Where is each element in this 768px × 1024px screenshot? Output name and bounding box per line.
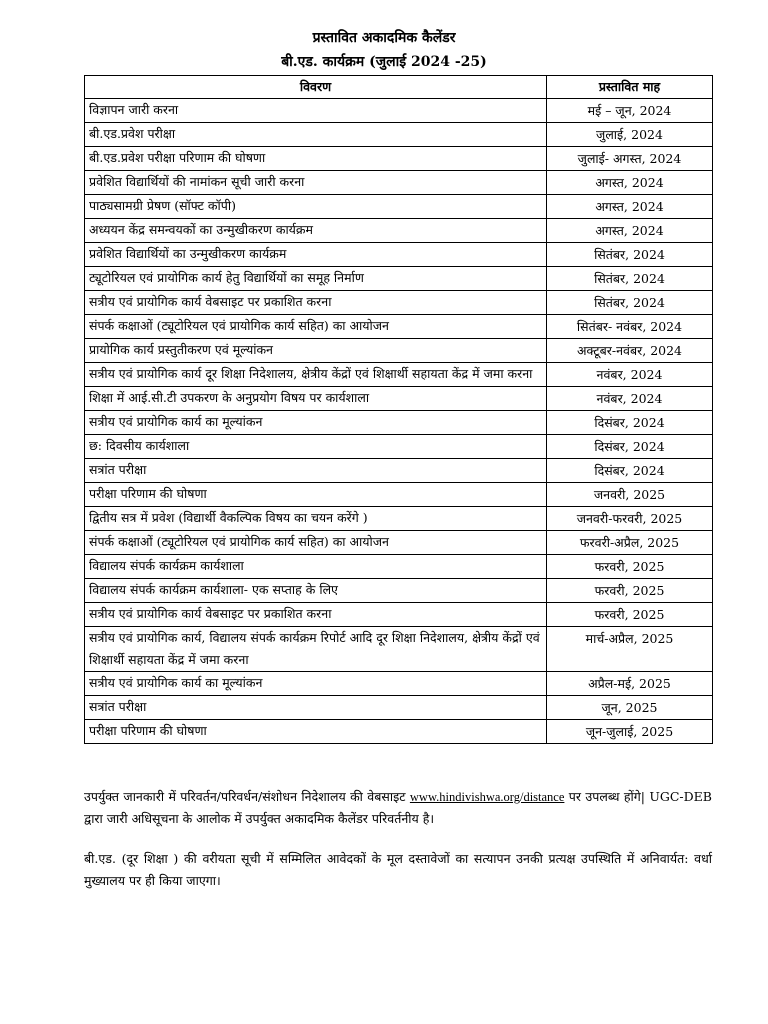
row-month: दिसंबर, 2024 xyxy=(547,459,713,483)
note-changes-text-2: पर उपलब्ध होंगे| UGC-DEB द्वारा जारी अधिसूचना के आलोक में उपर्युक्त अकादमिक कैलेंडर परिवर्तनीय है। xyxy=(84,789,712,826)
row-description: प्रायोगिक कार्य प्रस्तुतीकरण एवं मूल्यांकन xyxy=(85,339,547,363)
table-row xyxy=(85,459,713,483)
row-description: बी.एड.प्रवेश परीक्षा xyxy=(85,123,547,147)
table-row xyxy=(85,627,713,672)
row-description: संपर्क कक्षाओं (ट्यूटोरियल एवं प्रायोगिक कार्य सहित) का आयोजन xyxy=(85,315,547,339)
table-row xyxy=(85,315,713,339)
row-month: नवंबर, 2024 xyxy=(547,387,713,411)
table-header-row xyxy=(85,76,713,99)
row-month: दिसंबर, 2024 xyxy=(547,435,713,459)
table-row xyxy=(85,603,713,627)
row-description: परीक्षा परिणाम की घोषणा xyxy=(85,720,547,744)
table-row xyxy=(85,171,713,195)
row-month: सितंबर- नवंबर, 2024 xyxy=(547,315,713,339)
row-description: प्रवेशित विद्यार्थियों का उन्मुखीकरण कार्यक्रम xyxy=(85,243,547,267)
row-month: सितंबर, 2024 xyxy=(547,267,713,291)
table-row xyxy=(85,411,713,435)
row-month: जुलाई- अगस्त, 2024 xyxy=(547,147,713,171)
row-month: फरवरी-अप्रैल, 2025 xyxy=(547,531,713,555)
table-row xyxy=(85,219,713,243)
row-month: जनवरी-फरवरी, 2025 xyxy=(547,507,713,531)
row-month: अगस्त, 2024 xyxy=(547,195,713,219)
row-month: अगस्त, 2024 xyxy=(547,219,713,243)
table-row xyxy=(85,483,713,507)
row-description: बी.एड.प्रवेश परीक्षा परिणाम की घोषणा xyxy=(85,147,547,171)
row-month: अक्टूबर-नवंबर, 2024 xyxy=(547,339,713,363)
document-title: प्रस्तावित अकादमिक कैलेंडर xyxy=(312,30,456,46)
row-month: सितंबर, 2024 xyxy=(547,243,713,267)
table-row xyxy=(85,555,713,579)
row-description: सत्रांत परीक्षा xyxy=(85,696,547,720)
row-description: परीक्षा परिणाम की घोषणा xyxy=(85,483,547,507)
row-description: सत्रीय एवं प्रायोगिक कार्य का मूल्यांकन xyxy=(85,672,547,696)
row-description: सत्रीय एवं प्रायोगिक कार्य का मूल्यांकन xyxy=(85,411,547,435)
row-month: अप्रैल-मई, 2025 xyxy=(547,672,713,696)
table-row xyxy=(85,435,713,459)
note-changes-text-1: उपर्युक्त जानकारी में परिवर्तन/परिवर्धन/संशोधन निदेशालय की वेबसाइट xyxy=(84,789,410,804)
table-row xyxy=(85,291,713,315)
row-description: सत्रीय एवं प्रायोगिक कार्य वेबसाइट पर प्रकाशित करना xyxy=(85,291,547,315)
row-description: शिक्षा में आई.सी.टी उपकरण के अनुप्रयोग विषय पर कार्यशाला xyxy=(85,387,547,411)
row-month: दिसंबर, 2024 xyxy=(547,411,713,435)
table-row xyxy=(85,147,713,171)
calendar-table xyxy=(84,75,713,744)
row-description: छ: दिवसीय कार्यशाला xyxy=(85,435,547,459)
table-row xyxy=(85,99,713,123)
row-month: जनवरी, 2025 xyxy=(547,483,713,507)
row-month: फरवरी, 2025 xyxy=(547,555,713,579)
row-month: जून, 2025 xyxy=(547,696,713,720)
document-subtitle: बी.एड. कार्यक्रम (जुलाई 2024 -25) xyxy=(281,54,487,70)
table-row xyxy=(85,243,713,267)
note-verification: बी.एड. (दूर शिक्षा ) की वरीयता सूची में सम्मिलित आवेदकों के मूल दस्तावेजों का सत्यापन उनकी प्रत्यक्ष उपस्थिति में अनिवार्यत: वर्धा मुख्यालय पर ही किया जाएगा। xyxy=(84,851,712,888)
row-description: सत्रीय एवं प्रायोगिक कार्य, विद्यालय संपर्क कार्यक्रम रिपोर्ट आदि दूर शिक्षा निदेशालय, क्षेत्रीय केंद्रों एवं शिक्षार्थी सहायता केंद्र में जमा करना xyxy=(85,627,547,672)
website-link[interactable]: www.hindivishwa.org/distance xyxy=(409,790,565,804)
row-month: मार्च-अप्रैल, 2025 xyxy=(547,627,713,672)
table-row xyxy=(85,672,713,696)
row-description: द्वितीय सत्र में प्रवेश (विद्यार्थी वैकल्पिक विषय का चयन करेंगे ) xyxy=(85,507,547,531)
row-description: ट्यूटोरियल एवं प्रायोगिक कार्य हेतु विद्यार्थियों का समूह निर्माण xyxy=(85,267,547,291)
row-description: सत्रीय एवं प्रायोगिक कार्य दूर शिक्षा निदेशालय, क्षेत्रीय केंद्रों एवं शिक्षार्थी सहायता केंद्र में जमा करना xyxy=(85,363,547,387)
row-description: विद्यालय संपर्क कार्यक्रम कार्यशाला xyxy=(85,555,547,579)
table-body xyxy=(85,99,713,744)
header-month: प्रस्तावित माह xyxy=(547,76,713,99)
row-month: जून-जुलाई, 2025 xyxy=(547,720,713,744)
row-description: पाठ्यसामग्री प्रेषण (सॉफ्ट कॉपी) xyxy=(85,195,547,219)
table-row xyxy=(85,387,713,411)
row-description: सत्रांत परीक्षा xyxy=(85,459,547,483)
note-changes xyxy=(84,786,712,830)
row-month: नवंबर, 2024 xyxy=(547,363,713,387)
table-row xyxy=(85,507,713,531)
table-row xyxy=(85,339,713,363)
row-description: प्रवेशित विद्यार्थियों की नामांकन सूची जारी करना xyxy=(85,171,547,195)
table-row xyxy=(85,123,713,147)
table-row xyxy=(85,267,713,291)
table-row xyxy=(85,720,713,744)
row-month: जुलाई, 2024 xyxy=(547,123,713,147)
table-row xyxy=(85,579,713,603)
row-description: सत्रीय एवं प्रायोगिक कार्य वेबसाइट पर प्रकाशित करना xyxy=(85,603,547,627)
table-row xyxy=(85,531,713,555)
row-month: फरवरी, 2025 xyxy=(547,603,713,627)
row-description: विद्यालय संपर्क कार्यक्रम कार्यशाला- एक सप्ताह के लिए xyxy=(85,579,547,603)
header-description: विवरण xyxy=(85,76,547,99)
row-description: विज्ञापन जारी करना xyxy=(85,99,547,123)
table-row xyxy=(85,696,713,720)
row-description: संपर्क कक्षाओं (ट्यूटोरियल एवं प्रायोगिक कार्य सहित) का आयोजन xyxy=(85,531,547,555)
table-row xyxy=(85,363,713,387)
row-month: फरवरी, 2025 xyxy=(547,579,713,603)
row-month: मई – जून, 2024 xyxy=(547,99,713,123)
table-row xyxy=(85,195,713,219)
row-month: अगस्त, 2024 xyxy=(547,171,713,195)
row-description: अध्ययन केंद्र समन्वयकों का उन्मुखीकरण कार्यक्रम xyxy=(85,219,547,243)
row-month: सितंबर, 2024 xyxy=(547,291,713,315)
